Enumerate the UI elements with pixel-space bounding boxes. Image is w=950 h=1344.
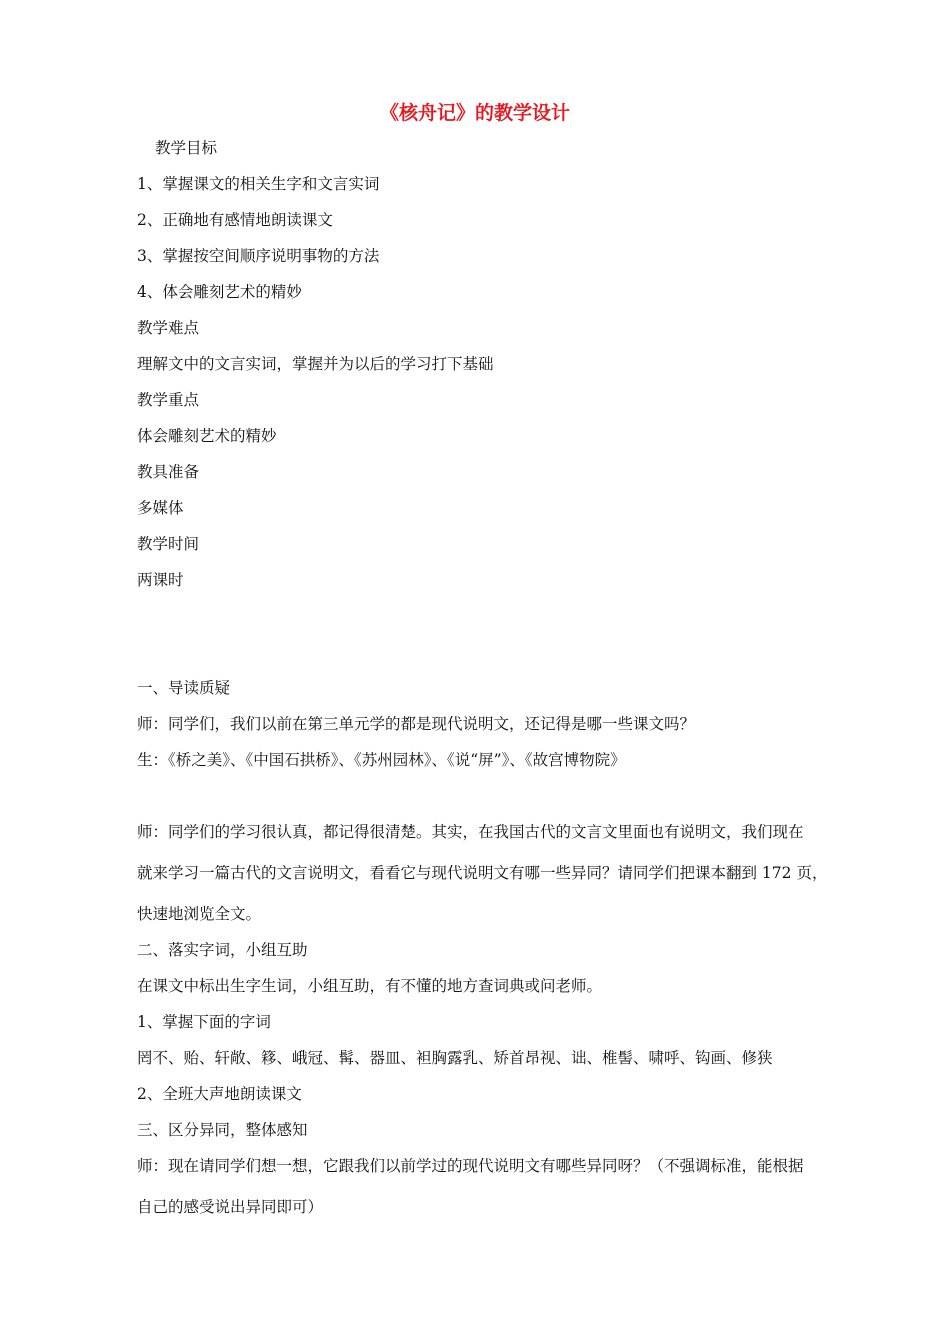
goal-item-3: 3、掌握按空间顺序说明事物的方法 [137,247,380,265]
heading-teaching-time: 教学时间 [137,535,200,553]
dialogue-teacher-2-line-3: 快速地浏览全文。 [137,905,262,923]
heading-teaching-goals: 教学目标 [155,139,218,157]
dialogue-teacher-2-line-2: 就来学习一篇古代的文言说明文，看看它与现代说明文有哪一些异同？请同学们把课本翻到 172 页， [137,864,828,882]
heading-teaching-aids: 教具准备 [137,463,200,481]
dialogue-teacher-3-line-1: 师：现在请同学们想一想，它跟我们以前学过的现代说明文有哪些异同呀？（不强调标准，能根据 [137,1157,804,1175]
section-2-instruction: 在课文中标出生字生词，小组互助，有不懂的地方查词典或问老师。 [137,977,603,995]
section-heading-2: 二、落实字词，小组互助 [137,941,308,959]
section-2-item-2: 2、全班大声地朗读课文 [137,1085,302,1103]
heading-key-points: 教学重点 [137,391,200,409]
vocabulary-list: 罔不、贻、轩敞、簃、峨冠、髯、器皿、袒胸露乳、矫首昂视、诎、椎髻、啸呼、钩画、修狭 [137,1049,773,1067]
teaching-time-text: 两课时 [137,571,184,589]
goal-item-2: 2、正确地有感情地朗读课文 [137,211,333,229]
dialogue-teacher-2-line-1: 师：同学们的学习很认真，都记得很清楚。其实，在我国古代的文言文里面也有说明文，我们现在 [137,823,804,841]
dialogue-student-1: 生：《桥之美》、《中国石拱桥》、《苏州园林》、《说“屏”》、《故宫博物院》 [137,751,626,769]
document-title: 《核舟记》的教学设计 [379,102,570,124]
difficulty-text: 理解文中的文言实词，掌握并为以后的学习打下基础 [137,355,494,373]
goal-item-1: 1、掌握课文的相关生字和文言实词 [137,175,380,193]
dialogue-teacher-3-line-2: 自己的感受说出异同即可） [137,1198,324,1216]
section-heading-1: 一、导读质疑 [137,679,231,697]
heading-difficulty: 教学难点 [137,319,200,337]
teaching-aids-text: 多媒体 [137,499,184,517]
section-heading-3: 三、区分异同，整体感知 [137,1121,308,1139]
section-2-item-1: 1、掌握下面的字词 [137,1013,271,1031]
goal-item-4: 4、体会雕刻艺术的精妙 [137,283,302,301]
key-points-text: 体会雕刻艺术的精妙 [137,427,277,445]
dialogue-teacher-1: 师：同学们，我们以前在第三单元学的都是现代说明文，还记得是哪一些课文吗？ [137,715,696,733]
